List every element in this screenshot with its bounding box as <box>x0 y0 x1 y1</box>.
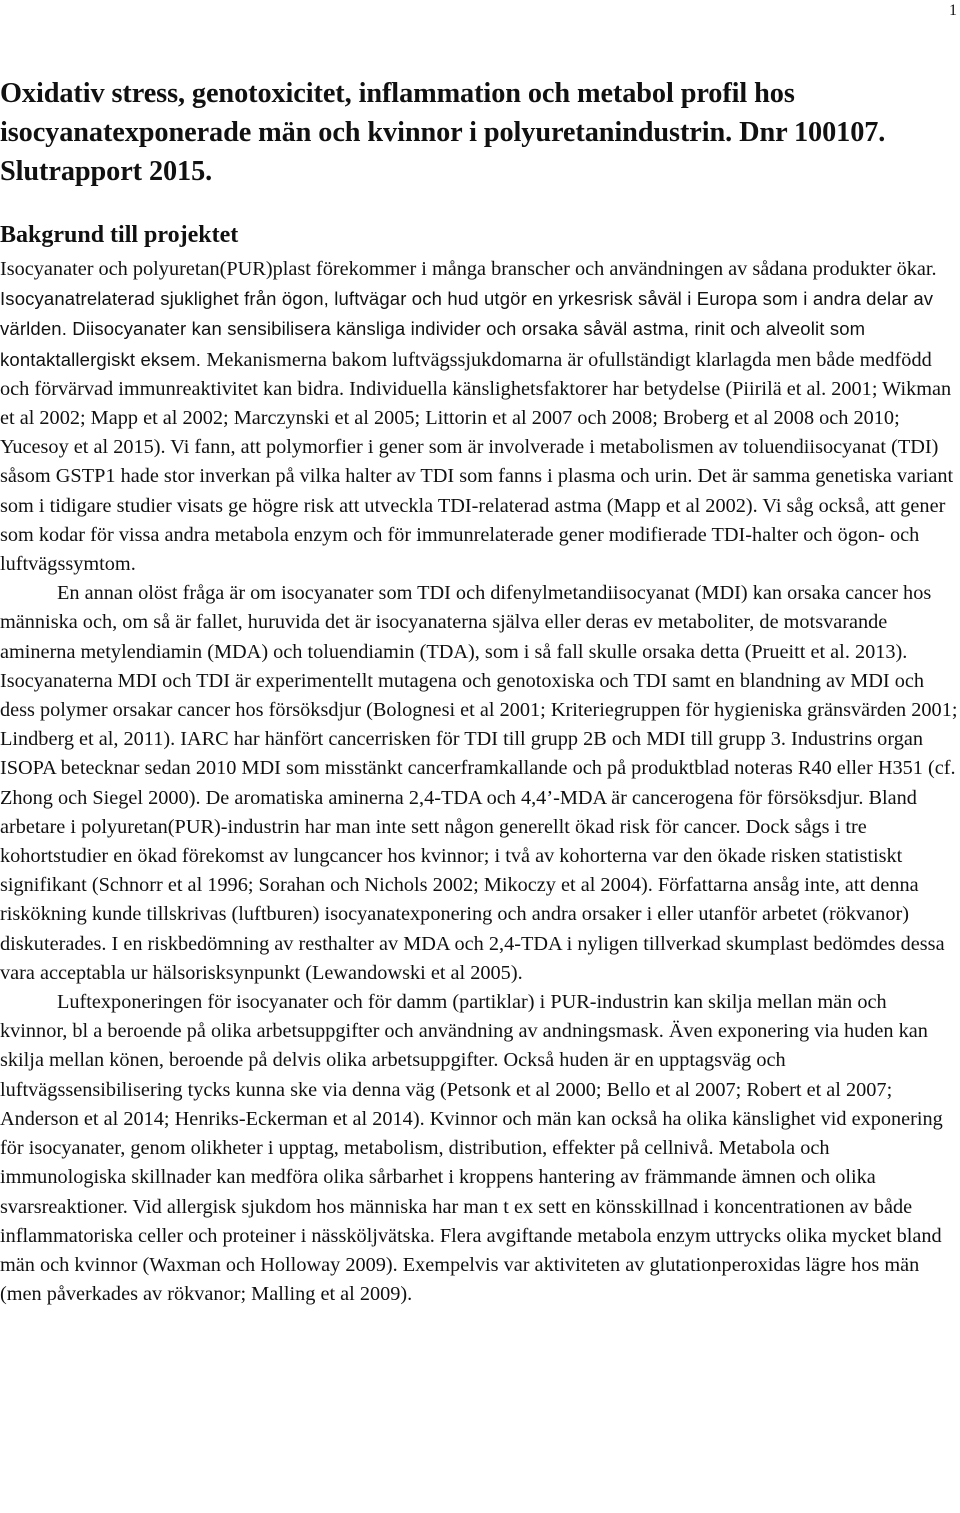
report-title: Oxidativ stress, genotoxicitet, inflammation och metabol profil hos isocyanatexponerade män och kvinnor i polyuretanindustrin. Dnr 100107. Slutrapport 2015. <box>0 78 886 187</box>
paragraph-background-sentence-2: Isocyanatrelaterad sjuklighet från ögon, luftvägar och hud utgör en yrkesrisk såväl i Europa som i andra delar av världen. Diisocyanater kan sensibilisera känsliga individer och orsaka såväl astma, rinit och alveolit som kontaktallergiskt eksem. <box>0 288 934 370</box>
report-body <box>0 255 958 1309</box>
paragraph-background-sentence-1: Isocyanater och polyuretan(PUR)plast förekommer i många branscher och användningen av sådana produkter ökar. <box>0 258 937 280</box>
page-number: 1 <box>949 2 957 19</box>
paragraph-background-sentence-3: Mekanismerna bakom luftvägssjukdomarna är ofullständigt klarlagda men både medfödd och förvärvad immunreaktivitet kan bidra. Individuella känslighetsfaktorer har betydelse (Piirilä et al. 2001; Wikman et al 2002; Mapp et al 2002; Marczynski et al 2005; Littorin et al 2007 och 2008; Broberg et al 2008 och 2010; Yucesoy et al 2015). Vi fann, att polymorfier i gener som är involverade i metabolismen av toluendiisocyanat (TDI) såsom GSTP1 hade stor inverkan på vilka halter av TDI som fanns i plasma och urin. Det är samma genetiska variant som i tidigare studier visats ge högre risk att utveckla TDI-relaterad astma (Mapp et al 2002). Vi såg också, att gener som kodar för vissa andra metabola enzym och för immunrelaterade gener modifierade TDI-halter och ögon- och luftvägssymtom. <box>0 348 954 576</box>
paragraph-background <box>0 255 958 579</box>
section-heading: Bakgrund till projektet <box>0 222 239 248</box>
paragraph-cancer: En annan olöst fråga är om isocyanater som TDI och difenylmetandiisocyanat (MDI) kan orsaka cancer hos människa och, om så är fallet, huruvida det är isocyanaterna själva eller deras ev metaboliter, de motsvarande aminerna metylendiamin (MDA) och toluendiamin (TDA), som i så fall skulle orsaka detta (Prueitt et al. 2013). Isocyanaterna MDI och TDI är experimentellt mutagena och genotoxiska och TDI samt en blandning av MDI och dess polymer orsakar cancer hos försöksdjur (Bolognesi et al 2001; Kriteriegruppen för hygieniska gränsvärden 2001; Lindberg et al, 2011). IARC har hänfört cancerrisken för TDI till grupp 2B och MDI till grupp 3. Industrins organ ISOPA betecknar sedan 2010 MDI som misstänkt cancerframkallande och på produktblad noteras R40 eller H351 (cf. Zhong och Siegel 2000). De aromatiska aminerna 2,4-TDA och 4,4’-MDA är cancerogena för försöksdjur. Bland arbetare i polyuretan(PUR)-industrin har man inte sett någon generellt ökad risk för cancer. Dock sågs i tre kohortstudier en ökad förekomst av lungcancer hos kvinnor; i två av kohorterna var den ökade risken statistiskt signifikant (Schnorr et al 1996; Sorahan och Nichols 2002; Mikoczy et al 2004). Författarna ansåg inte, att denna riskökning kunde tillskrivas (luftburen) isocyanatexponering och andra orsaker i eller utanför arbetet (rökvanor) diskuterades. I en riskbedömning av resthalter av MDA och 2,4-TDA i nyligen tillverkad skumplast bedömdes dessa vara acceptabla ur hälsorisksynpunkt (Lewandowski et al 2005). <box>0 582 958 984</box>
paragraph-exposure: Luftexponeringen för isocyanater och för damm (partiklar) i PUR-industrin kan skilja mellan män och kvinnor, bl a beroende på olika arbetsuppgifter och användning av andningsmask. Även exponering via huden kan skilja mellan könen, beroende på delvis olika arbetsuppgifter. Också huden är en upptagsväg och luftvägssensibilisering tycks kunna ske via denna väg (Petsonk et al 2000; Bello et al 2007; Robert et al 2007; Anderson et al 2014; Henriks-Eckerman et al 2014). Kvinnor och män kan också ha olika känslighet vid exponering för isocyanater, genom olikheter i upptag, metabolism, distribution, effekter på cellnivå. Metabola och immunologiska skillnader kan medföra olika sårbarhet i kroppens hantering av främmande ämnen och olika svarsreaktioner. Vid allergisk sjukdom hos människa har man t ex sett en könsskillnad i koncentrationen av både inflammatoriska celler och proteiner i nässköljvätska. Flera avgiftande metabola enzym uttrycks olika mycket bland män och kvinnor (Waxman och Holloway 2009). Exempelvis var aktiviteten av glutationperoxidas lägre hos män (men påverkades av rökvanor; Malling et al 2009). <box>0 991 943 1306</box>
